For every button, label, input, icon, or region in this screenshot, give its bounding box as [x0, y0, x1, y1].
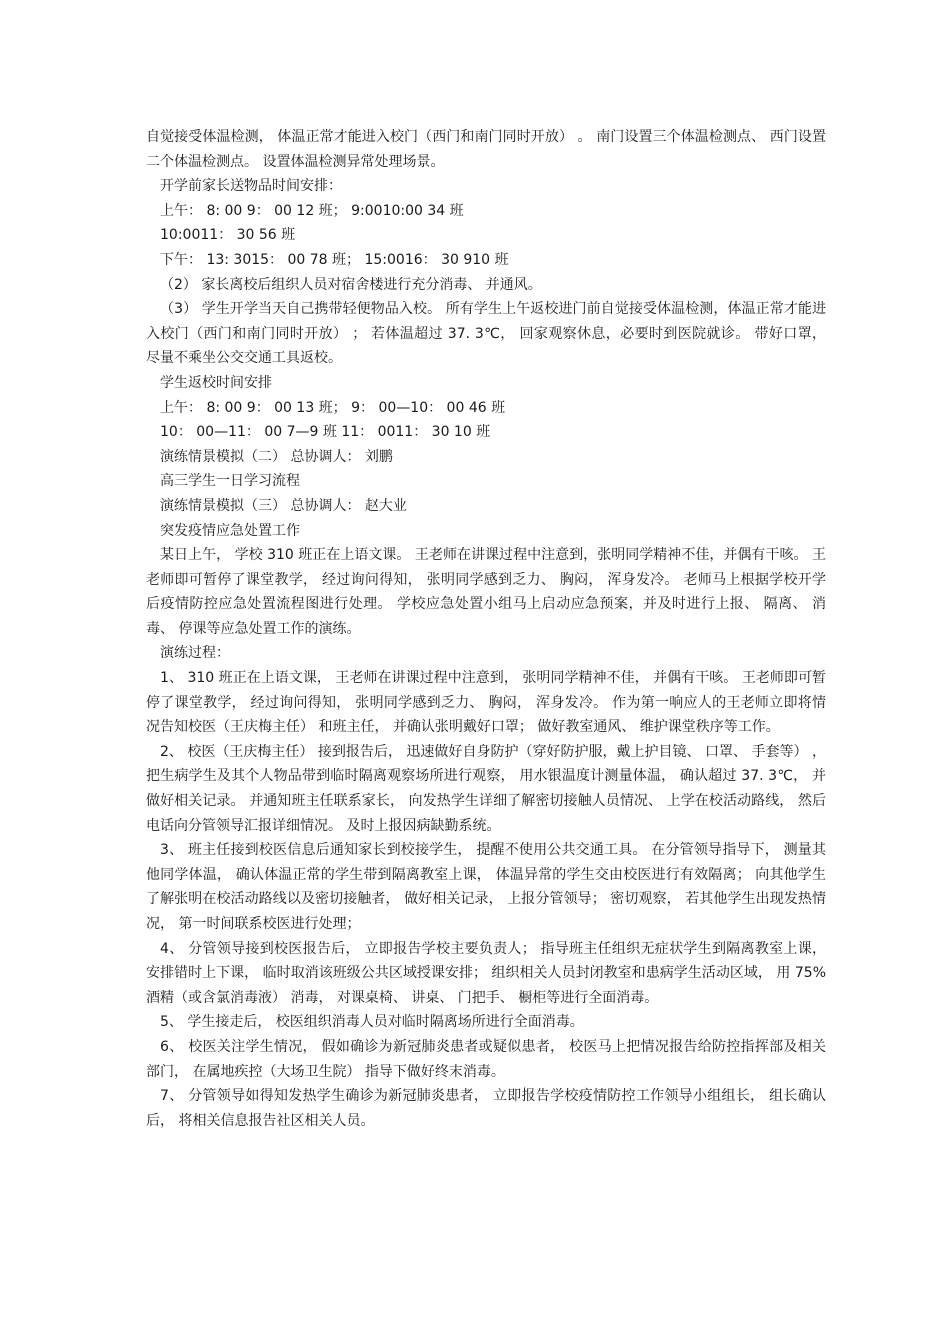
paragraph: 上午： 8: 00 9： 00 13 班； 9： 00—10： 00 46 班: [160, 399, 506, 416]
paragraph: 开学前家长送物品时间安排：: [160, 178, 342, 195]
document-body: [146, 125, 826, 1133]
paragraph: 上午： 8: 00 9： 00 12 班； 9:0010:00 34 班: [160, 202, 464, 219]
paragraph: 1、 310 班正在上语文课， 王老师在讲课过程中注意到， 张明同学精神不佳， 并偶有干咳。 王老师即可暂停了课堂教学， 经过询问得知， 张明同学感到乏力、 胸闷， 浑身发冷。 作为第一响应人的王老师立即将情况告知校医（王庆梅主任） 和班主任， 并确认张明戴好口罩； 做好教室通风、 维护课堂秩序等工作。: [146, 670, 826, 736]
paragraph: 学生返校时间安排: [160, 374, 272, 391]
paragraph: 6、 校医关注学生情况， 假如确诊为新冠肺炎患者或疑似患者， 校医马上把情况报告给防控指挥部及相关部门， 在属地疾控（大场卫生院） 指导下做好终末消毒。: [146, 1038, 826, 1080]
paragraph: 高三学生一日学习流程: [160, 473, 300, 490]
paragraph: 7、 分管领导如得知发热学生确诊为新冠肺炎患者， 立即报告学校疫情防控工作领导小组组长， 组长确认后， 将相关信息报告社区相关人员。: [146, 1088, 826, 1129]
paragraph: 2、 校医（王庆梅主任） 接到报告后， 迅速做好自身防护（穿好防护服，戴上护目镜、 口罩、 手套等） ， 把生病学生及其个人物品带到临时隔离观察场所进行观察， 用水银温度计测量体温， 确认超过 37. 3℃， 并做好相关记录。 并通知班主任联系家长， 向发热学生详细了解密切接触人员情况、 上学在校活动路线， 然后电话向分管领导汇报详细情况。 及时上报因病缺勤系统。: [146, 743, 826, 834]
paragraph: 10:0011： 30 56 班: [160, 227, 296, 244]
paragraph: 某日上午， 学校 310 班正在上语文课。 王老师在讲课过程中注意到，张明同学精神不佳，并偶有干咳。 王老师即可暂停了课堂教学， 经过询问得知， 张明同学感到乏力、 胸闷， 浑身发冷。 老师马上根据学校开学后疫情防控应急处置流程图进行处理。 学校应急处置小组马上启动应急预案，并及时进行上报、 隔离、 消毒、 停课等应急处置工作的演练。: [146, 547, 826, 637]
paragraph: 自觉接受体温检测， 体温正常才能进入校门（西门和南门同时开放） 。 南门设置三个体温检测点、 西门设置二个体温检测点。 设置体温检测异常处理场景。: [146, 129, 826, 170]
paragraph: 演练情景模拟（三） 总协调人： 赵大业: [160, 497, 407, 514]
paragraph: 下午： 13: 3015： 00 78 班； 15:0016： 30 910 班: [160, 251, 509, 268]
paragraph: 3、 班主任接到校医信息后通知家长到校接学生， 提醒不使用公共交通工具。 在分管领导指导下， 测量其他同学体温， 确认体温正常的学生带到隔离教室上课， 体温异常的学生交由校医进行有效隔离； 向其他学生了解张明在校活动路线以及密切接触者， 做好相关记录， 上报分管领导； 密切观察， 若其他学生出现发热情况， 第一时间联系校医进行处理；: [146, 842, 826, 932]
paragraph: 4、 分管领导接到校医报告后， 立即报告学校主要负责人； 指导班主任组织无症状学生到隔离教室上课， 安排错时上下课， 临时取消该班级公共区域授课安排； 组织相关人员封闭教室和患病学生活动区域， 用 75%酒精（或含氯消毒液） 消毒， 对课桌椅、 讲桌、 门把手、 橱柜等进行全面消毒。: [146, 940, 826, 1006]
paragraph: 演练情景模拟（二） 总协调人： 刘鹏: [160, 448, 393, 465]
paragraph: 突发疫情应急处置工作: [160, 522, 300, 539]
paragraph: 5、 学生接走后， 校医组织消毒人员对临时隔离场所进行全面消毒。: [160, 1014, 584, 1031]
paragraph: 演练过程：: [160, 645, 230, 662]
paragraph: 10： 00—11： 00 7—9 班 11： 0011： 30 10 班: [160, 424, 491, 441]
paragraph: （2） 家长离校后组织人员对宿舍楼进行充分消毒、 并通风。: [160, 276, 542, 293]
paragraph: （3） 学生开学当天自己携带轻便物品入校。 所有学生上午返校进门前自觉接受体温检测，体温正常才能进入校门（西门和南门同时开放） ； 若体温超过 37. 3℃， 回家观察休息，必要时到医院就诊。 带好口罩， 尽量不乘坐公交交通工具返校。: [146, 301, 826, 367]
